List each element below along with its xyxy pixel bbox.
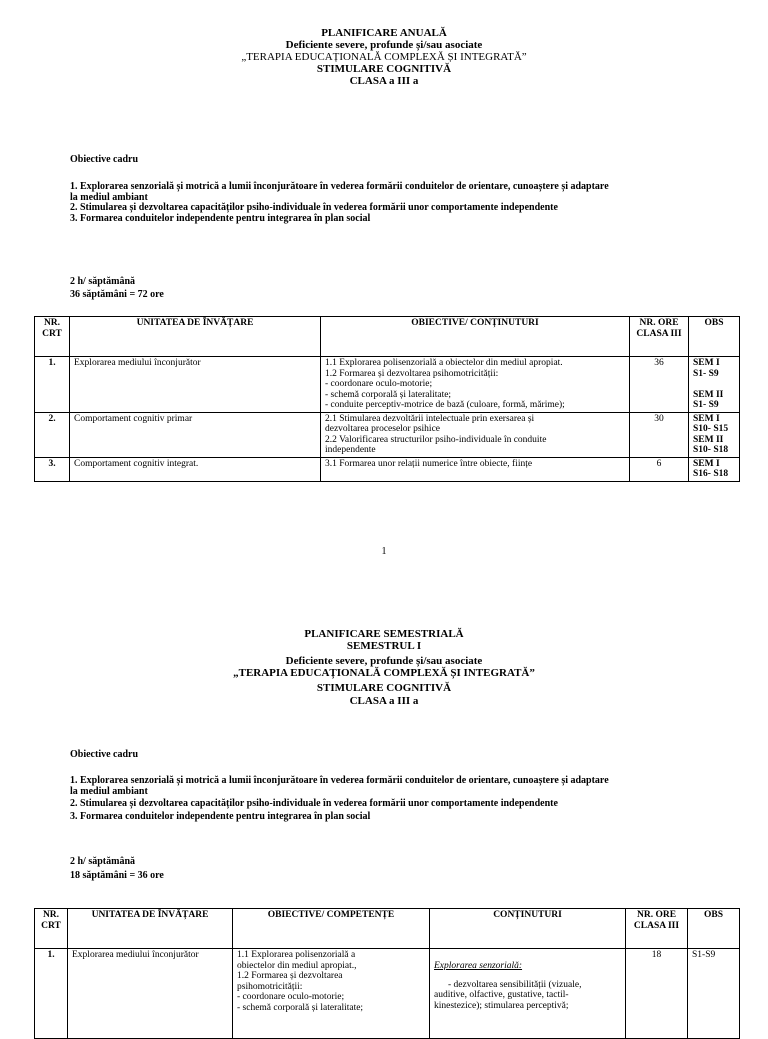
header-content: CONȚINUTURI xyxy=(430,909,626,949)
page2-hours-week: 2 h/ săptămână xyxy=(70,856,136,867)
content-line: kinestezice); stimularea perceptivă; xyxy=(434,1000,569,1011)
objective-cell-line: psihomotricității: xyxy=(237,981,303,992)
obs-line: SEM I xyxy=(693,413,720,424)
objective-cell-line: - coordonare oculo-motorie; xyxy=(237,992,345,1002)
obs-line: S10- S15 xyxy=(693,424,729,434)
header-hours: NR. ORE CLASA III xyxy=(630,317,689,357)
row-hours: 36 xyxy=(630,357,689,413)
page2-area: STIMULARE COGNITIVĂ xyxy=(316,682,452,694)
annual-plan-table xyxy=(34,316,740,482)
obs-line: SEM II xyxy=(693,434,724,445)
content-heading: Explorarea senzorială: xyxy=(434,961,523,971)
header-obs: OBS xyxy=(688,909,740,949)
row-unit: Comportament cognitiv integrat. xyxy=(70,457,321,481)
page2-objectives-heading: Obiective cadru xyxy=(70,749,139,760)
page2-semester: SEMESTRUL I xyxy=(346,640,422,652)
content-line: auditive, olfactive, gustative, tactil- xyxy=(434,990,569,1000)
page1-objectives-heading: Obiective cadru xyxy=(70,154,139,165)
header-hours: NR. ORE CLASA III xyxy=(626,909,688,949)
header-unit: UNITATEA DE ÎNVĂȚARE xyxy=(70,317,321,357)
page1-class: CLASA a III a xyxy=(349,75,419,87)
page1-objectives-list xyxy=(70,182,720,224)
objective-line: 1. Explorarea senzorială și motrică a lumii înconjurătoare în vederea formării conduitelor de orientare, cunoaștere și adaptare xyxy=(70,775,609,786)
obs-line: SEM I xyxy=(693,458,720,469)
row-content xyxy=(321,357,630,413)
objective-line: 1. Explorarea senzorială și motrică a lumii înconjurătoare în vederea formării conduitelor de orientare, cunoaștere și adaptare xyxy=(70,181,609,192)
page2-program: „TERAPIA EDUCAȚIONALĂ COMPLEXĂ ȘI INTEGRATĂ” xyxy=(233,667,535,679)
header-unit: UNITATEA DE ÎNVĂȚARE xyxy=(68,909,233,949)
table-row xyxy=(35,357,740,413)
page1-title: PLANIFICARE ANUALĂ xyxy=(321,27,447,39)
page2-subtitle: Deficiente severe, profunde și/sau asociate xyxy=(285,655,483,667)
objective-line: 3. Formarea conduitelor independente pentru integrarea în plan social xyxy=(70,810,371,822)
page1-subtitle: Deficiente severe, profunde și/sau asociate xyxy=(285,39,483,51)
header-obs: OBS xyxy=(689,317,740,357)
content-line: - dezvoltarea sensibilității (vizuale, xyxy=(448,979,582,990)
row-obs xyxy=(689,412,740,457)
row-content xyxy=(321,457,630,481)
page2-weeks-total: 18 săptămâni = 36 ore xyxy=(70,870,164,881)
header-nr-crt: NR. CRT xyxy=(35,909,68,949)
table-header-row xyxy=(35,317,740,357)
row-obs: S1-S9 xyxy=(688,949,740,1039)
row-content xyxy=(430,949,626,1039)
page-number: 1 xyxy=(381,546,387,557)
content-line: - schemă corporală și lateralitate; xyxy=(325,389,452,400)
content-line: 2.2 Valorificarea structurilor psiho-individuale în conduite xyxy=(325,434,547,445)
content-line: 3.1 Formarea unor relații numerice între obiecte, ființe xyxy=(325,458,533,469)
row-hours: 6 xyxy=(630,457,689,481)
content-line: dezvoltarea proceselor psihice xyxy=(325,424,440,434)
objective-line: la mediul ambiant xyxy=(70,191,148,203)
header-nr-crt: NR. CRT xyxy=(35,317,70,357)
row-unit: Explorarea mediului înconjurător xyxy=(68,949,233,1039)
obs-line: S16- S18 xyxy=(693,469,729,479)
table-row xyxy=(35,457,740,481)
page1-area: STIMULARE COGNITIVĂ xyxy=(316,63,452,75)
objective-cell-line: 1.1 Explorarea polisenzorială a xyxy=(237,950,356,960)
semester-plan-table xyxy=(34,908,740,1039)
objective-line: 3. Formarea conduitelor independente pentru integrarea în plan social xyxy=(70,212,371,224)
header-objectives: OBIECTIVE/ COMPETENȚE xyxy=(233,909,430,949)
content-line: independente xyxy=(325,445,376,455)
obs-line: S10- S18 xyxy=(693,445,729,455)
content-line: - coordonare oculo-motorie; xyxy=(325,379,433,389)
page2-title: PLANIFICARE SEMESTRIALĂ xyxy=(304,628,464,640)
obs-line: SEM I xyxy=(693,358,720,368)
objective-cell-line: obiectelor din mediul apropiat., xyxy=(237,960,357,971)
row-objectives xyxy=(233,949,430,1039)
row-hours: 30 xyxy=(630,412,689,457)
row-hours: 18 xyxy=(626,949,688,1039)
obs-line: S1- S9 xyxy=(693,368,719,379)
page1-hours-week: 2 h/ săptămână xyxy=(70,276,136,287)
content-line: - conduite perceptiv-motrice de bază (culoare, formă, mărime); xyxy=(325,400,565,410)
row-nr: 1. xyxy=(35,357,70,413)
row-nr: 1. xyxy=(35,949,68,1039)
content-line: 2.1 Stimularea dezvoltării intelectuale prin exersarea și xyxy=(325,413,535,424)
objective-cell-line: 1.2 Formarea și dezvoltarea xyxy=(237,971,343,981)
page2-class: CLASA a III a xyxy=(349,695,419,707)
row-unit: Explorarea mediului înconjurător xyxy=(70,357,321,413)
table-row xyxy=(35,949,740,1039)
content-line: 1.2 Formarea și dezvoltarea psihomotricității: xyxy=(325,368,499,379)
page2-objectives-list xyxy=(70,776,720,822)
page1-weeks-total: 36 săptămâni = 72 ore xyxy=(70,289,164,300)
row-nr: 3. xyxy=(35,457,70,481)
row-obs xyxy=(689,357,740,413)
obs-line: S1- S9 xyxy=(693,400,719,410)
row-obs xyxy=(689,457,740,481)
obs-line: SEM II xyxy=(693,389,724,400)
header-objectives: OBIECTIVE/ CONȚINUTURI xyxy=(321,317,630,357)
table-row xyxy=(35,412,740,457)
objective-cell-line: - schemă corporală și lateralitate; xyxy=(237,1002,364,1013)
row-content xyxy=(321,412,630,457)
obs-line xyxy=(693,379,735,390)
page1-program: „TERAPIA EDUCAȚIONALĂ COMPLEXĂ ȘI INTEGRATĂ” xyxy=(241,51,527,63)
objective-line: 2. Stimularea și dezvoltarea capacităților psiho-individuale în vederea formării unor comportamente independente xyxy=(70,202,558,213)
objective-line: 2. Stimularea și dezvoltarea capacităților psiho-individuale în vederea formării unor comportamente independente xyxy=(70,798,558,809)
content-line: 1.1 Explorarea polisenzorială a obiectelor din mediul apropiat. xyxy=(325,358,563,368)
objective-line: la mediul ambiant xyxy=(70,785,148,797)
row-unit: Comportament cognitiv primar xyxy=(70,412,321,457)
table-header-row xyxy=(35,909,740,949)
row-nr: 2. xyxy=(35,412,70,457)
